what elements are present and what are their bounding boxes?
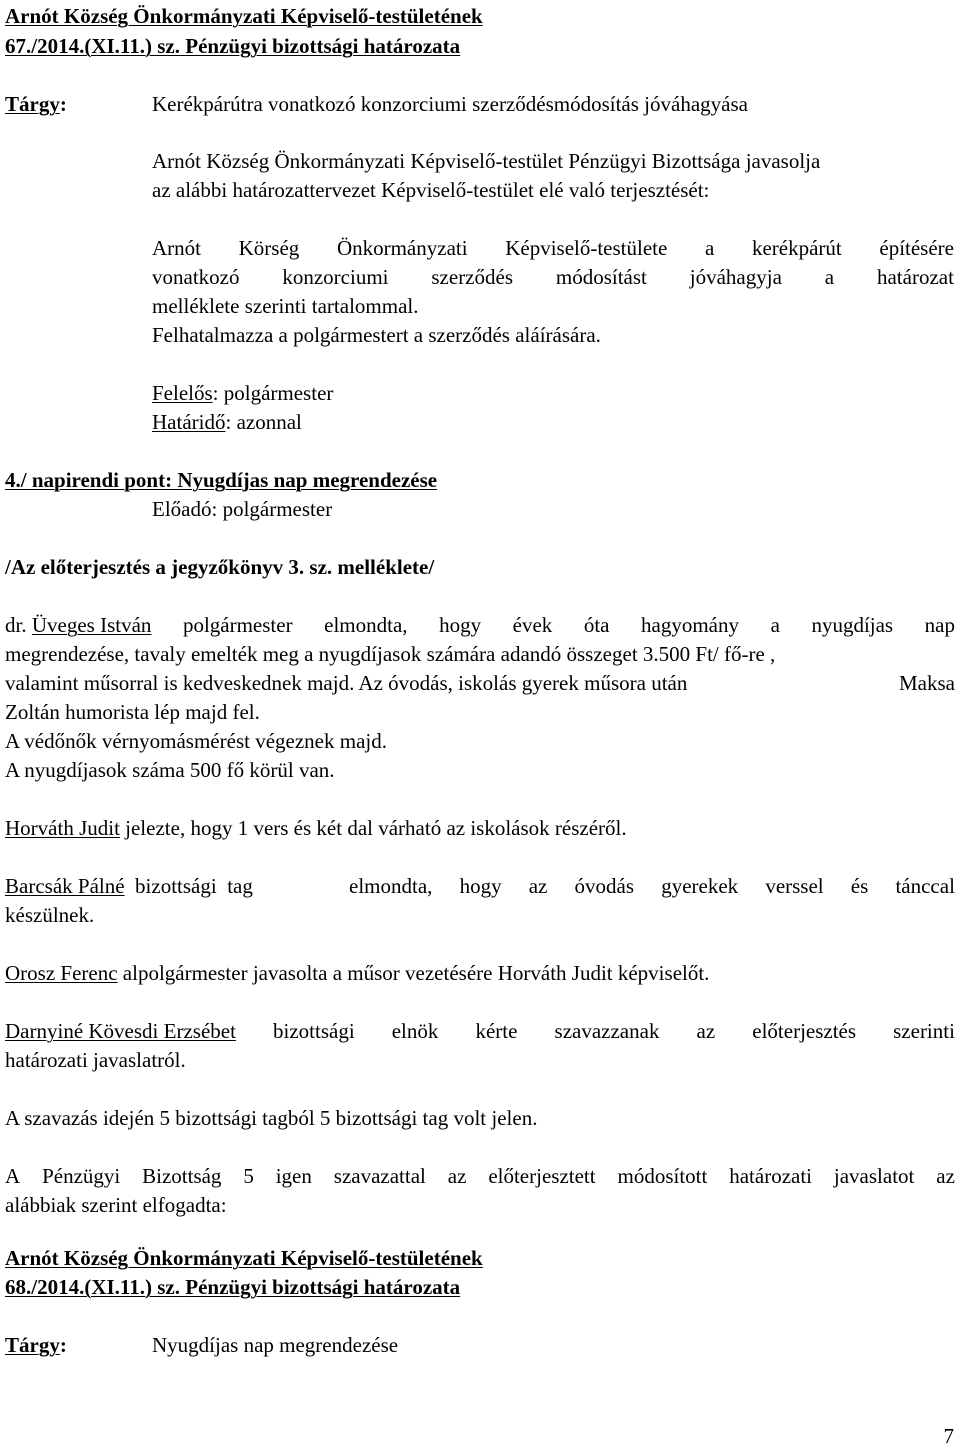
subject-label: Tárgy: xyxy=(5,92,67,116)
resolution2-header-title: Arnót Község Önkormányzati Képviselő-testületének xyxy=(5,1246,483,1270)
resolution2-committee: Pénzügyi bizottsági határozata xyxy=(185,1275,461,1299)
para1-line-4: Zoltán humorista lép majd fel. xyxy=(5,700,260,724)
subject2-text: Nyugdíjas nap megrendezése xyxy=(152,1333,399,1357)
subject2-label: Tárgy: xyxy=(5,1333,67,1357)
para3-line-1b: elmondta, hogy az óvodás gyerekek verssel és tánccal xyxy=(349,874,955,898)
agenda-attachment: /Az előterjesztés a jegyzőkönyv 3. sz. melléklete/ xyxy=(5,555,435,579)
para3-line-2: készülnek. xyxy=(5,903,95,927)
resolution-line-4: Felhatalmazza a polgármestert a szerződés aláírására. xyxy=(152,323,601,347)
para1-line-5: A védőnők vérnyomásmérést végeznek majd. xyxy=(5,729,387,753)
agenda-heading: 4./ napirendi pont: Nyugdíjas nap megrendezése xyxy=(5,468,438,492)
resolution2-number: 68./2014.(XI.11.) sz. xyxy=(5,1275,180,1299)
para1-line-2: megrendezése, tavaly emelték meg a nyugdíjasok számára adandó összeget 3.500 Ft/ fő-re , xyxy=(5,642,776,666)
resolution-committee: Pénzügyi bizottsági határozata xyxy=(185,34,461,58)
intro-line-1: Arnót Község Önkormányzati Képviselő-testület Pénzügyi Bizottsága javasolja xyxy=(152,149,821,173)
para7-line-1: A Pénzügyi Bizottság 5 igen szavazattal az előterjesztett módosított határozati javaslatot az xyxy=(5,1164,955,1188)
para7-line-2: alábbiak szerint elfogadta: xyxy=(5,1193,227,1217)
agenda-presenter: Előadó: polgármester xyxy=(152,497,333,521)
resolution-number: 67./2014.(XI.11.) sz. xyxy=(5,34,180,58)
resolution-line-2: vonatkozó konzorciumi szerződés módosítást jóváhagyja a határozat xyxy=(152,265,954,289)
para4: Orosz Ferenc alpolgármester javasolta a műsor vezetésére Horváth Judit képviselőt. xyxy=(5,961,710,985)
para3-line-1a: Barcsák Pálné bizottsági tag xyxy=(5,874,253,898)
deadline: Határidő: azonnal xyxy=(152,410,302,434)
para1-line-6: A nyugdíjasok száma 500 fő körül van. xyxy=(5,758,335,782)
resolution-line-3: melléklete szerinti tartalommal. xyxy=(152,294,419,318)
subject-text: Kerékpárútra vonatkozó konzorciumi szerződésmódosítás jóváhagyása xyxy=(152,92,748,116)
para6: A szavazás idején 5 bizottsági tagból 5 bizottsági tag volt jelen. xyxy=(5,1106,538,1130)
para5-line-1: Darnyiné Kövesdi Erzsébet bizottsági elnök kérte szavazzanak az előterjesztés szerinti xyxy=(5,1019,955,1043)
para5-line-2: határozati javaslatról. xyxy=(5,1048,186,1072)
para1-line-3a: valamint műsorral is kedveskednek majd. Az óvodás, iskolás gyerek műsora után xyxy=(5,671,688,695)
para1-line-1: dr. Üveges István polgármester elmondta, hogy évek óta hagyomány a nyugdíjas nap xyxy=(5,613,955,637)
intro-line-2: az alábbi határozattervezet Képviselő-testület elé való terjesztését: xyxy=(152,178,710,202)
responsible: Felelős: polgármester xyxy=(152,381,334,405)
resolution-header-number xyxy=(5,32,460,60)
resolution-header-title: Arnót Község Önkormányzati Képviselő-testületének xyxy=(5,4,483,28)
para1-line-3b: Maksa xyxy=(899,671,955,695)
resolution-line-1: Arnót Körség Önkormányzati Képviselő-testülete a kerékpárút építésére xyxy=(152,236,954,260)
para2: Horváth Judit jelezte, hogy 1 vers és két dal várható az iskolások részéről. xyxy=(5,816,627,840)
page-number: 7 xyxy=(943,1424,954,1448)
resolution2-header-number xyxy=(5,1273,460,1301)
